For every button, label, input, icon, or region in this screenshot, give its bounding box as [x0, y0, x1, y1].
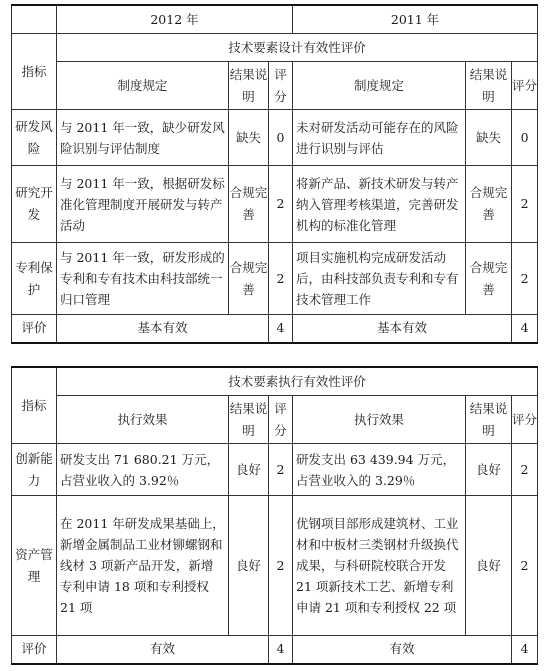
table-row: [12, 166, 538, 243]
score-cell: 2: [269, 166, 293, 243]
rule-column-header: 制度规定: [57, 62, 229, 110]
result-cell: 良好: [229, 444, 269, 496]
result-cell: 缺失: [229, 110, 269, 166]
score-cell: 2: [512, 496, 538, 636]
indicator-cell: 研发风险: [12, 110, 57, 166]
year-2011-header: 2011 年: [293, 5, 538, 34]
evaluation-2012-score: 4: [269, 636, 293, 664]
score-cell: 0: [269, 110, 293, 166]
score-cell: 0: [512, 110, 538, 166]
rule-cell: 与 2011 年一致，研发形成的专利和专有技术由科技部统一归口管理: [57, 243, 229, 315]
table-row: [12, 243, 538, 315]
section-title: 技术要素设计有效性评价: [57, 34, 538, 62]
result-column-header: 结果说明: [466, 396, 512, 444]
indicator-cell: 专利保护: [12, 243, 57, 315]
evaluation-2011-text: 有效: [293, 636, 512, 664]
effect-column-header: 执行效果: [57, 396, 229, 444]
score-column-header: 评分: [512, 62, 538, 110]
result-column-header: 结果说明: [229, 396, 269, 444]
result-cell: 合规完善: [229, 166, 269, 243]
rule-cell: 项目实施机构完成研发活动后，由科技部负责专利和专有技术管理工作: [293, 243, 466, 315]
result-column-header: 结果说明: [229, 62, 269, 110]
execution-effectiveness-table: [11, 366, 538, 665]
effect-cell: 优钢项目部形成建筑材、工业材和中板材三类钢材升级换代成果，与科研院校联合开发 21 项新技术工艺、新增专利申请 21 项和专利授权 22 项: [293, 496, 466, 636]
rule-cell: 与 2011 年一致，缺少研发风险识别与评估制度: [57, 110, 229, 166]
rule-cell: 未对研发活动可能存在的风险进行识别与评估: [293, 110, 466, 166]
design-effectiveness-table: [11, 4, 538, 344]
score-cell: 2: [512, 444, 538, 496]
indicator-cell: 资产管理: [12, 496, 57, 636]
table-row: [12, 444, 538, 496]
rule-cell: 与 2011 年一致，根据研发标准化管理制度开展研发与转产活动: [57, 166, 229, 243]
score-cell: 2: [512, 166, 538, 243]
result-cell: 合规完善: [466, 166, 512, 243]
indicator-cell: 研究开发: [12, 166, 57, 243]
rule-cell: 将新产品、新技术研发与转产纳入管理考核渠道，完善研发机构的标准化管理: [293, 166, 466, 243]
rule-column-header: 制度规定: [293, 62, 466, 110]
result-cell: 良好: [229, 496, 269, 636]
score-cell: 2: [269, 444, 293, 496]
year-2012-header: 2012 年: [57, 5, 293, 34]
table-row: [12, 110, 538, 166]
score-cell: 2: [512, 243, 538, 315]
evaluation-2011-score: 4: [512, 636, 538, 664]
score-column-header: 评分: [269, 62, 293, 110]
result-cell: 良好: [466, 444, 512, 496]
evaluation-label: 评价: [12, 315, 57, 343]
score-cell: 2: [269, 243, 293, 315]
result-cell: 合规完善: [466, 243, 512, 315]
evaluation-2012-text: 基本有效: [57, 315, 269, 343]
indicator-cell: 创新能力: [12, 444, 57, 496]
result-cell: 良好: [466, 496, 512, 636]
table-row: [12, 496, 538, 636]
evaluation-2011-score: 4: [512, 315, 538, 343]
score-cell: 2: [269, 496, 293, 636]
effect-cell: 研发支出 63 439.94 万元，占营业收入的 3.29％: [293, 444, 466, 496]
evaluation-2011-text: 基本有效: [293, 315, 512, 343]
result-cell: 合规完善: [229, 243, 269, 315]
score-column-header: 评分: [512, 396, 538, 444]
empty-corner-cell: [12, 5, 57, 34]
indicator-header: 指标: [12, 34, 57, 110]
evaluation-row: [12, 315, 538, 343]
effect-column-header: 执行效果: [293, 396, 466, 444]
effect-cell: 研发支出 71 680.21 万元，占营业收入的 3.92％: [57, 444, 229, 496]
evaluation-2012-text: 有效: [57, 636, 269, 664]
effect-cell: 在 2011 年研发成果基础上，新增金属制品工业材铆螺钢和线材 3 项新产品开发，新增专利申请 18 项和专利授权 21 项: [57, 496, 229, 636]
evaluation-row: [12, 636, 538, 664]
indicator-header: 指标: [12, 367, 57, 444]
score-column-header: 评分: [269, 396, 293, 444]
section-title: 技术要素执行有效性评价: [57, 367, 538, 396]
evaluation-label: 评价: [12, 636, 57, 664]
result-column-header: 结果说明: [466, 62, 512, 110]
evaluation-2012-score: 4: [269, 315, 293, 343]
result-cell: 缺失: [466, 110, 512, 166]
